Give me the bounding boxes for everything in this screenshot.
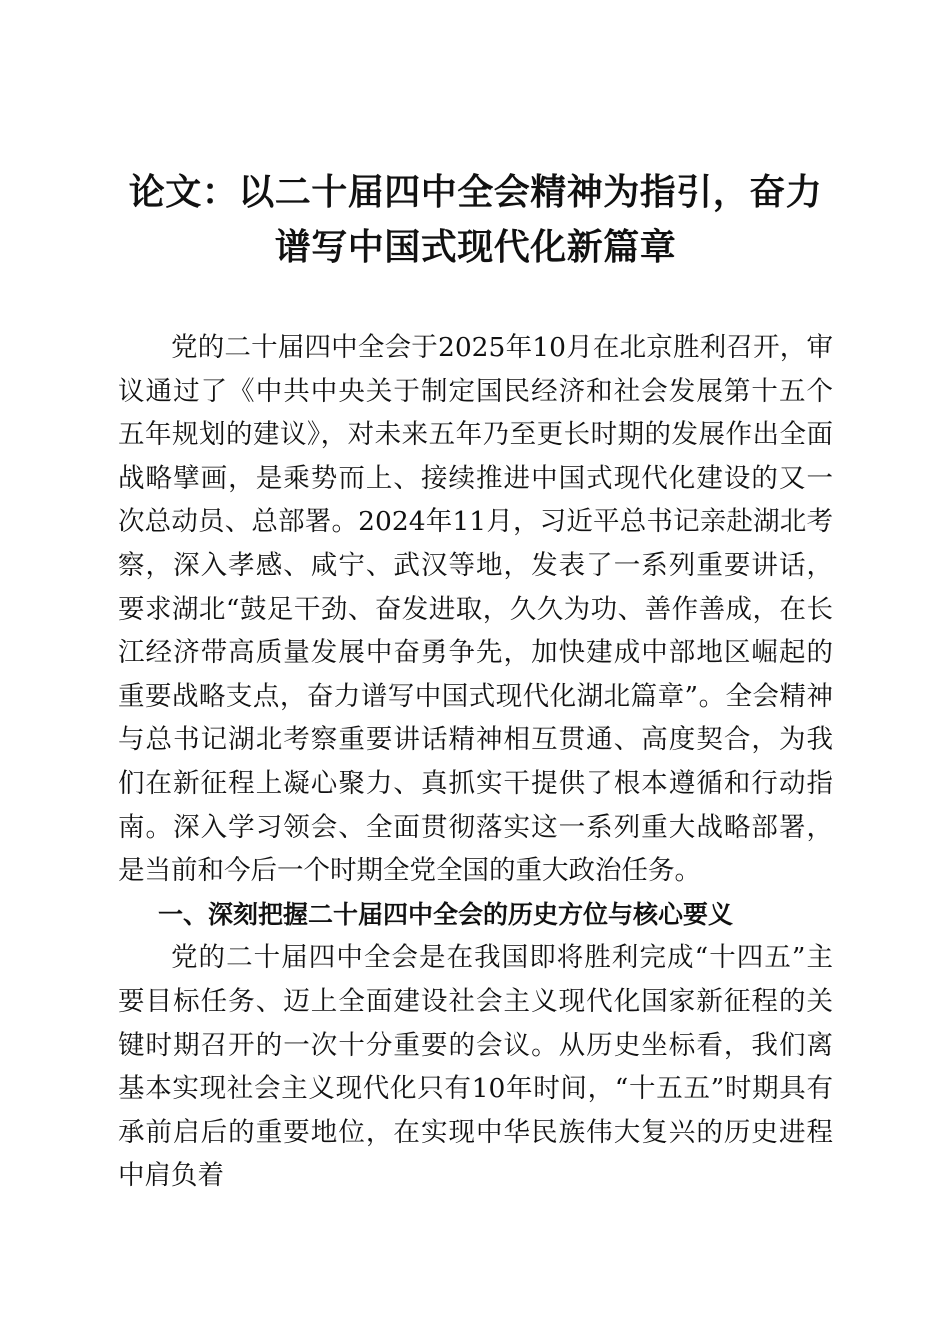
paragraph-section-1: 党的二十届四中全会是在我国即将胜利完成“十四五”主要目标任务、迈上全面建设社会主义现代化国家新征程的关键时期召开的一次十分重要的会议。从历史坐标看，我们离基本实现社会主义现代化只有10年时间，“十五五”时期具有承前启后的重要地位，在实现中华民族伟大复兴的历史进程中肩负着 xyxy=(118,942,833,1192)
document-body xyxy=(118,326,833,1198)
section-heading-1: 一、深刻把握二十届四中全会的历史方位与核心要义 xyxy=(158,899,734,929)
document-title: 论文：以二十届四中全会精神为指引，奋力谱写中国式现代化新篇章 xyxy=(128,171,823,268)
paragraph-intro: 党的二十届四中全会于2025年10月在北京胜利召开，审议通过了《中共中央关于制定国民经济和社会发展第十五个五年规划的建议》，对未来五年乃至更长时期的发展作出全面战略擘画，是乘势而上、接续推进中国式现代化建设的又一次总动员、总部署。2024年11月，习近平总书记亲赴湖北考察，深入孝感、咸宁、武汉等地，发表了一系列重要讲话，要求湖北“鼓足干劲、奋发进取，久久为功、善作善成，在长江经济带高质量发展中奋勇争先，加快建成中部地区崛起的重要战略支点，奋力谱写中国式现代化湖北篇章”。全会精神与总书记湖北考察重要讲话精神相互贯通、高度契合，为我们在新征程上凝心聚力、真抓实干提供了根本遵循和行动指南。深入学习领会、全面贯彻落实这一系列重大战略部署，是当前和今后一个时期全党全国的重大政治任务。 xyxy=(118,332,833,887)
